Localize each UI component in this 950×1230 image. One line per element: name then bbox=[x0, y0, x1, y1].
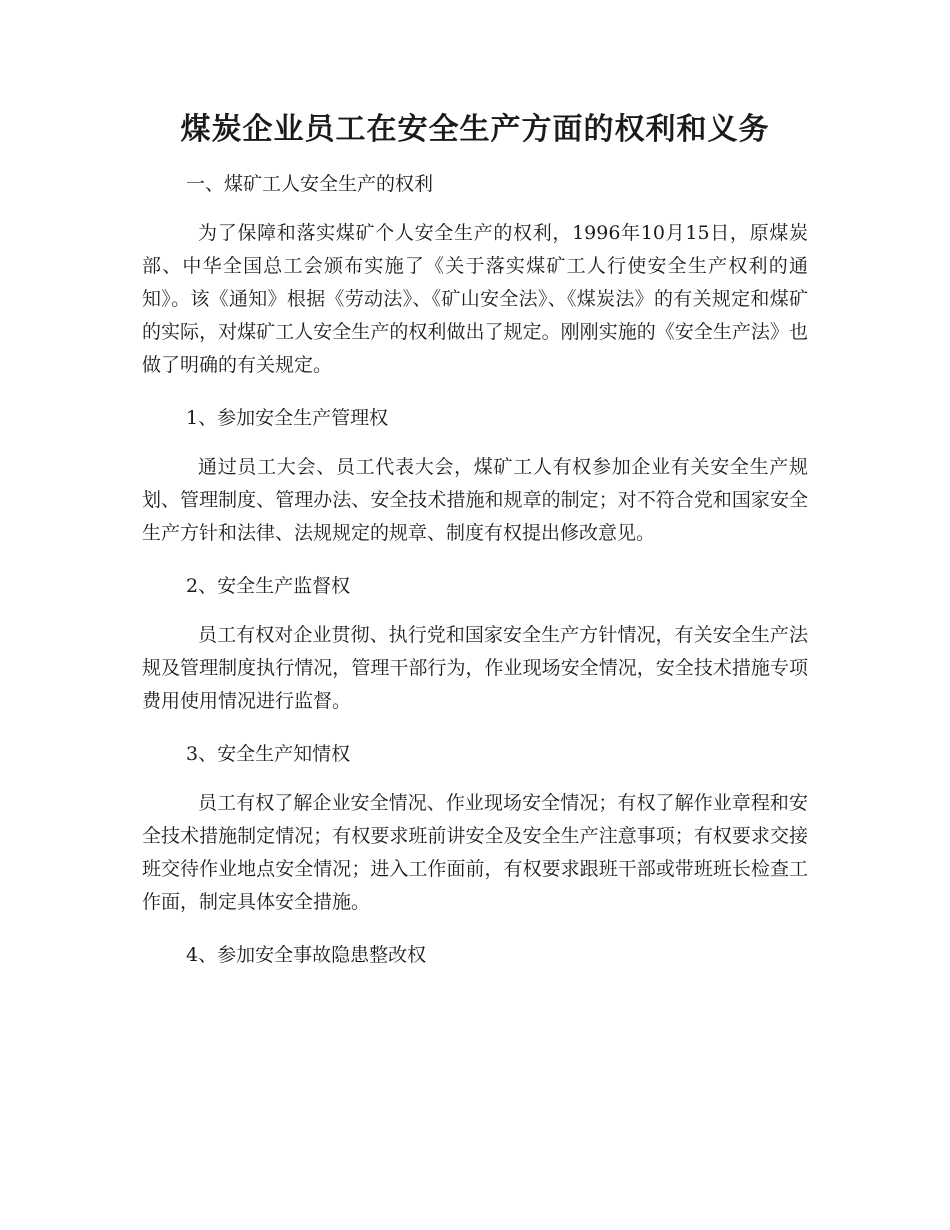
item-body-2: 员工有权对企业贯彻、执行党和国家安全生产方针情况，有关安全生产法规及管理制度执行情况，管理干部行为，作业现场安全情况，安全技术措施专项费用使用情况进行监督。 bbox=[142, 624, 808, 712]
item-body-3: 员工有权了解企业安全情况、作业现场安全情况；有权了解作业章程和安全技术措施制定情况；有权要求班前讲安全及安全生产注意事项；有权要求交接班交待作业地点安全情况；进入工作面前，有权要求跟班干部或带班班长检查工作面，制定具体安全措施。 bbox=[142, 792, 808, 913]
item-heading-4: 4、参加安全事故隐患整改权 bbox=[186, 944, 427, 966]
intro-paragraph: 为了保障和落实煤矿个人安全生产的权利，1996年10月15日，原煤炭部、中华全国总工会颁布实施了《关于落实煤矿工人行使安全生产权利的通知》。该《通知》根据《劳动法》、《矿山安全法》、《煤炭法》的有关规定和煤矿的实际，对煤矿工人安全生产的权利做出了规定。刚刚实施的《安全生产法》也做了明确的有关规定。 bbox=[142, 222, 808, 376]
item-heading-2: 2、安全生产监督权 bbox=[186, 575, 351, 597]
item-body-1: 通过员工大会、员工代表大会，煤矿工人有权参加企业有关安全生产规划、管理制度、管理办法、安全技术措施和规章的制定；对不符合党和国家安全生产方针和法律、法规规定的规章、制度有权提出修改意见。 bbox=[142, 456, 808, 544]
item-heading-1: 1、参加安全生产管理权 bbox=[186, 407, 389, 429]
document-body bbox=[142, 168, 808, 988]
item-heading-3: 3、安全生产知情权 bbox=[186, 743, 351, 765]
section-heading: 一、煤矿工人安全生产的权利 bbox=[186, 173, 434, 195]
document-title: 煤炭企业员工在安全生产方面的权利和义务 bbox=[180, 112, 770, 147]
